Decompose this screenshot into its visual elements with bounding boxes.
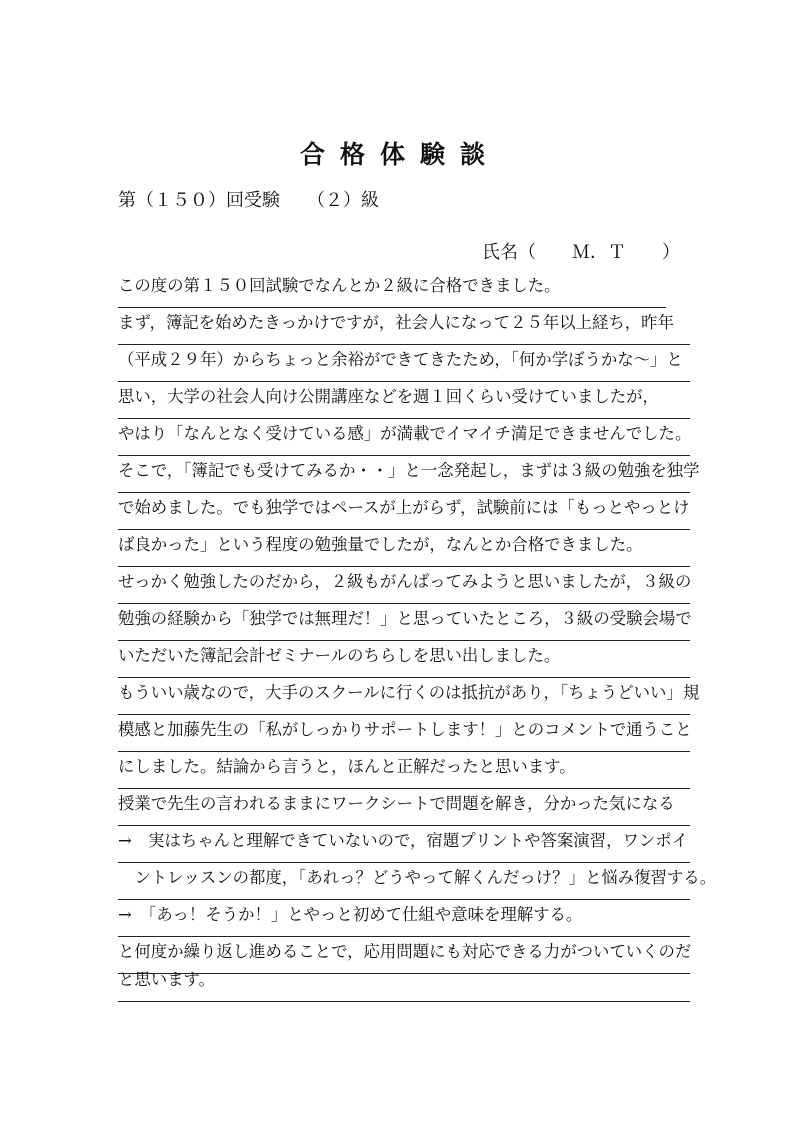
body-line: この度の第１５０回試験でなんとか２級に合格できました。 — [118, 272, 666, 308]
body-line: 授業で先生の言われるままにワークシートで問題を解き，分かった気になる — [118, 790, 690, 826]
body-line: 模感と加藤先生の「私がしっかりサポートします！」とのコメントで通うこと — [118, 716, 690, 752]
body-line: そこで，「簿記でも受けてみるか・・」と一念発起し，まずは３級の勉強を独学 — [118, 457, 690, 493]
body-line: と思います。 — [118, 966, 690, 1002]
body-line: いただいた簿記会計ゼミナールのちらしを思い出しました。 — [118, 642, 690, 678]
body-line: にしました。結論から言うと，ほんと正解だったと思います。 — [118, 753, 690, 789]
body-line: （平成２９年）からちょっと余裕ができてきたため，「何か学ぼうかな～」と — [118, 346, 690, 382]
document-title: 合格体験談 — [299, 140, 500, 169]
body-line: 思い，大学の社会人向け公開講座などを週１回くらい受けていましたが， — [118, 383, 690, 419]
body-line: もういい歳なので，大手のスクールに行くのは抵抗があり，「ちょうどいい」規 — [118, 679, 690, 715]
exam-info: 第（１５０）回受験 （２）級 — [118, 190, 379, 211]
body-line: まず，簿記を始めたきっかけですが，社会人になって２５年以上経ち，昨年 — [118, 309, 690, 345]
body-line: で始めました。でも独学ではペースが上がらず，試験前には「もっとやっとけ — [118, 494, 690, 530]
body-line: → 「あっ！そうか！」とやっと初めて仕組や意味を理解する。 — [118, 901, 690, 937]
body-line: 勉強の経験から「独学では無理だ！」と思っていたところ，３級の受験会場で — [118, 605, 690, 641]
body-line: と何度か繰り返し進めることで，応用問題にも対応できる力がついていくのだ — [118, 938, 690, 974]
author-name: 氏名（ Ｍ．Ｔ ） — [482, 242, 680, 263]
body-line: やはり「なんとなく受けている感」が満載でイマイチ満足できませんでした。 — [118, 420, 690, 456]
body-line: → 実はちゃんと理解できていないので，宿題プリントや答案演習，ワンポイ — [118, 827, 690, 863]
body-line: せっかく勉強したのだから，２級もがんばってみようと思いましたが，３級の — [118, 568, 690, 604]
body-line: ントレッスンの都度，「あれっ？どうやって解くんだっけ？」と悩み復習する。 — [118, 864, 690, 900]
body-line: ば良かった」という程度の勉強量でしたが，なんとか合格できました。 — [118, 531, 690, 567]
